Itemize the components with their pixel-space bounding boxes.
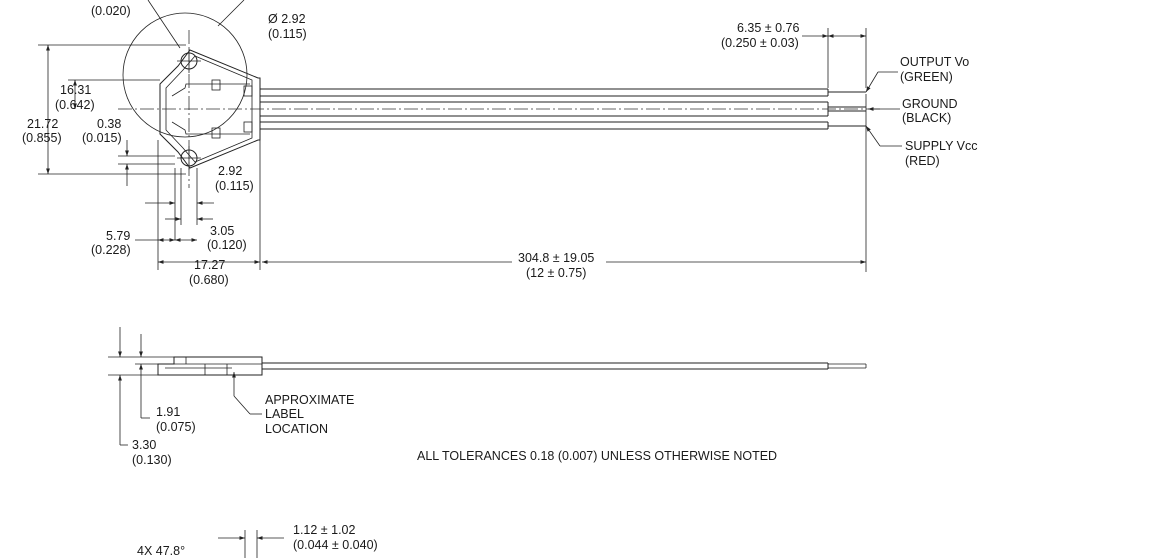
dim-strip-mm: 6.35 ± 0.76 bbox=[737, 21, 800, 35]
label-location-2: LABEL bbox=[265, 407, 304, 421]
dim-1-12-mm: 1.12 ± 1.02 bbox=[293, 523, 356, 537]
hole-dia-in: (0.115) bbox=[268, 27, 307, 41]
dim-lead-mm: 304.8 ± 19.05 bbox=[518, 251, 595, 265]
dim-lead-in: (12 ± 0.75) bbox=[526, 266, 587, 280]
angle-label: 4X 47.8° bbox=[137, 544, 186, 558]
dim-5-79-mm: 5.79 bbox=[106, 229, 131, 243]
cut-label-in: (0.020) bbox=[91, 4, 131, 18]
detail-leader bbox=[218, 0, 244, 26]
detail-circle bbox=[123, 13, 247, 137]
side-view bbox=[108, 327, 866, 467]
dim-5-79-in: (0.228) bbox=[91, 243, 131, 257]
dim-2-92-in: (0.115) bbox=[215, 179, 254, 193]
dim-16-31-in: (0.642) bbox=[55, 98, 95, 112]
dim-3-30-in: (0.130) bbox=[132, 453, 172, 467]
label-location-3: LOCATION bbox=[265, 422, 328, 436]
dim-17-27-in: (0.680) bbox=[189, 273, 229, 287]
dim-3-05-in: (0.120) bbox=[207, 238, 247, 252]
dim-0-38-mm: 0.38 bbox=[97, 117, 122, 131]
dim-3-05-mm: 3.05 bbox=[210, 224, 235, 238]
dim-3-30-mm: 3.30 bbox=[132, 438, 157, 452]
wire-supply-label: SUPPLY Vcc bbox=[905, 139, 978, 153]
see-detail-label bbox=[245, 0, 328, 1]
dim-17-27-mm: 17.27 bbox=[194, 258, 226, 272]
dim-16-31-mm: 16.31 bbox=[60, 83, 92, 97]
wire-ground-label: GROUND bbox=[902, 97, 958, 111]
cut-label bbox=[50, 0, 126, 1]
dim-1-12-in: (0.044 ± 0.040) bbox=[293, 538, 378, 552]
cut-leader bbox=[148, 0, 180, 48]
label-location-1: APPROXIMATE bbox=[265, 393, 355, 407]
dim-0-38-in: (0.015) bbox=[82, 131, 122, 145]
dim-2-92-mm: 2.92 bbox=[218, 164, 243, 178]
wire-ground-color: (BLACK) bbox=[902, 111, 952, 125]
side-housing bbox=[158, 357, 262, 375]
dim-1-91-mm: 1.91 bbox=[156, 405, 181, 419]
hole-dia-mm: Ø 2.92 bbox=[268, 12, 306, 26]
bottom-view bbox=[137, 523, 378, 558]
top-view bbox=[22, 0, 978, 287]
wire-output-label: OUTPUT Vo bbox=[900, 55, 970, 69]
dim-21-72-mm: 21.72 bbox=[27, 117, 59, 131]
wire-supply-color: (RED) bbox=[905, 154, 940, 168]
dim-1-91-in: (0.075) bbox=[156, 420, 196, 434]
dim-strip-in: (0.250 ± 0.03) bbox=[721, 36, 799, 50]
tolerance-note: ALL TOLERANCES 0.18 (0.007) UNLESS OTHERWISE NOTED bbox=[417, 449, 778, 463]
dim-21-72-in: (0.855) bbox=[22, 131, 62, 145]
wire-output-color: (GREEN) bbox=[900, 70, 953, 84]
